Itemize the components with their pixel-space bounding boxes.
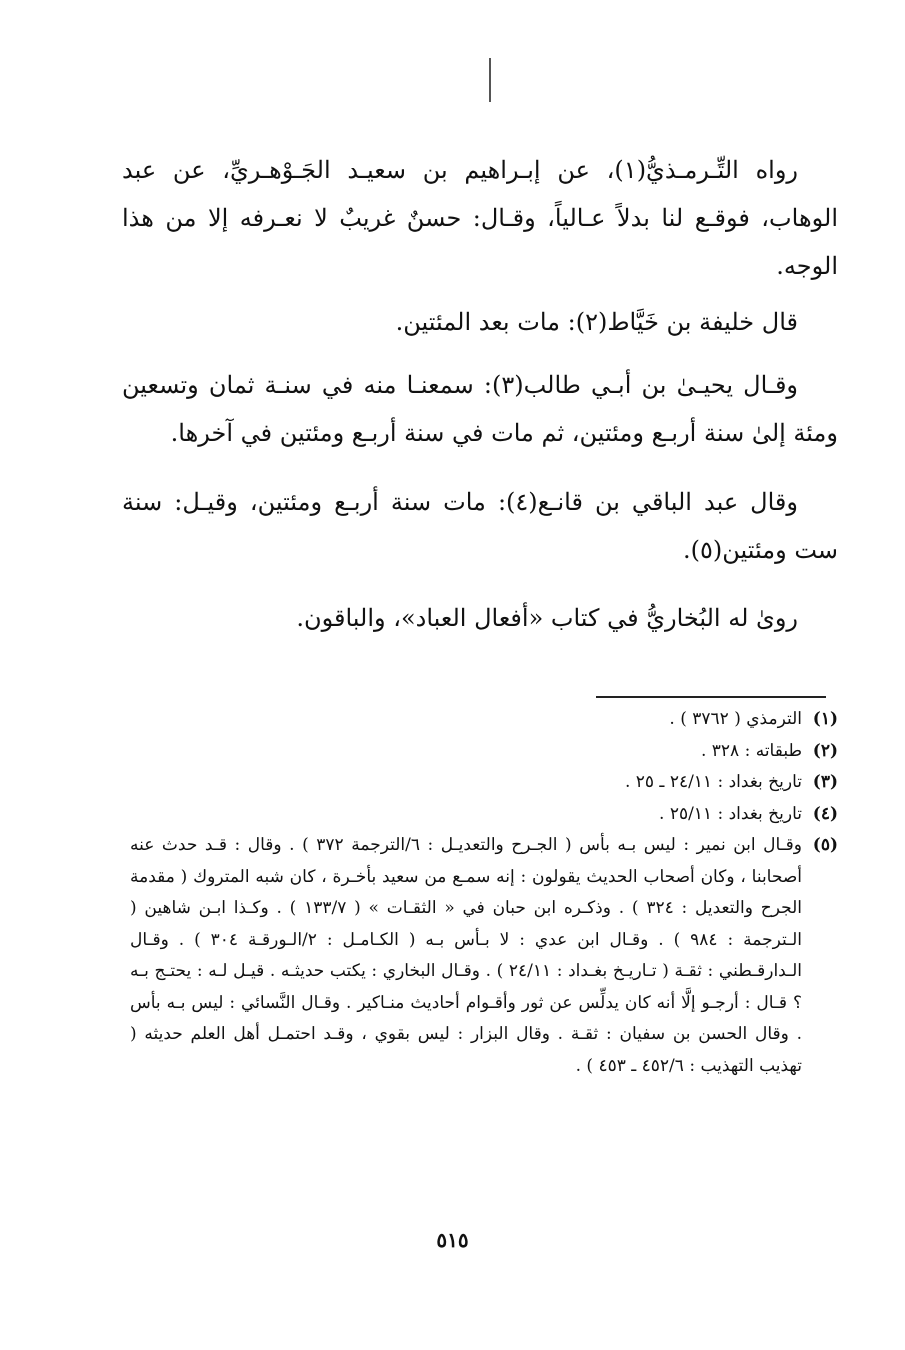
footnote-4 [130, 799, 838, 831]
paragraph-text: رواه التِّـرمـذيُّ(١)، عن إبـراهيم بن سعيـد الجَـوْهـريِّ، عن عبد الوهاب، فوقـع لنا بدلاً عـالياً، وقـال: حسنٌ غريبٌ لا نعـرفه إلا من هذا الوجه. [122, 156, 838, 280]
paragraph-abd-al-baqi [122, 478, 838, 574]
paragraph-text: وقال عبد الباقي بن قانـع(٤): مات سنة أربـع ومئتين، وقيـل: سنة ست ومئتين(٥). [122, 488, 838, 564]
footnotes [130, 704, 838, 1082]
footnote-2 [130, 736, 838, 768]
footnote-number: (٢) [812, 740, 838, 761]
page-number: ٥١٥ [436, 1228, 469, 1252]
footnote-text: طبقاته : ٣٢٨ . [700, 740, 802, 761]
footnote-3 [130, 767, 838, 799]
paragraph-text: قال خليفة بن خَيَّاط(٢): مات بعد المئتين. [395, 308, 798, 336]
paragraph-bukhari [122, 594, 838, 642]
footnote-text: وقـال ابن نمير : ليس بـه بأس ( الجـرح والتعديـل : ٦/الترجمة ٣٧٢ ) . وقال : قـد حدث عنه أصحابنا ، وكان أصحاب الحديث يقولون : إنه سمـع من سعيد بأخـرة ، كان شبه المتروك ( مقدمة الجرح والتعديل : ٣٢٤ ) . وذكـره ابن حبان في « الثقـات » ( ١٣٣/٧ ) . وكـذا ابـن شاهين ( الـترجمة : ٩٨٤ ) . وقـال ابن عدي : لا بـأس بـه ( الكـامـل : ٢/الـورقـة ٣٠٤ ) . وقـال الـدارقـطني : ثقـة ( تـاريـخ بغـداد : ٢٤/١١ ) . وقـال البخاري : يكتب حديثـه . قيـل لـه : يحتـج بـه ؟ قـال : أرجـو إلَّا أنه كان يدلِّس عن ثور وأقـوام أحاديث منـاكير . وقـال النَّسائي : ليس بـه بأس . وقال الحسن بن سفيان : ثقـة . وقال البزار : ليس بقوي ، وقـد احتمـل أهل العلم حديثه ( تهذيب التهذيب : ٤٥٢/٦ ـ ٤٥٣ ) . [130, 835, 802, 1076]
footnote-text: تاريخ بغداد : ٢٤/١١ ـ ٢٥ . [624, 772, 802, 792]
paragraph-text: روىٰ له البُخاريُّ في كتاب «أفعال العباد»، والباقون. [296, 604, 798, 632]
footnote-5 [130, 830, 838, 1082]
footnote-number: (٤) [812, 803, 838, 824]
paragraph-tirmidhi [122, 146, 838, 290]
footnote-1 [130, 704, 838, 736]
footnote-number: (٥) [812, 835, 838, 855]
paragraph-text: وقـال يحيـىٰ بن أبـي طالب(٣): سمعنـا منه في سنـة ثمان وتسعين ومئة إلىٰ سنة أربـع ومئتين، ثم مات في سنة أربـع ومئتين في آخرها. [122, 371, 838, 447]
footnote-number: (٣) [812, 772, 838, 792]
paragraph-khalifa [122, 298, 838, 346]
footnote-separator [596, 696, 826, 698]
footnote-text: الترمذي ( ٣٧٦٢ ) . [669, 709, 802, 729]
footnote-number: (١) [812, 709, 838, 729]
top-binding-mark [489, 58, 491, 102]
paragraph-yahya [122, 361, 838, 457]
footnote-text: تاريخ بغداد : ٢٥/١١ . [659, 803, 802, 824]
